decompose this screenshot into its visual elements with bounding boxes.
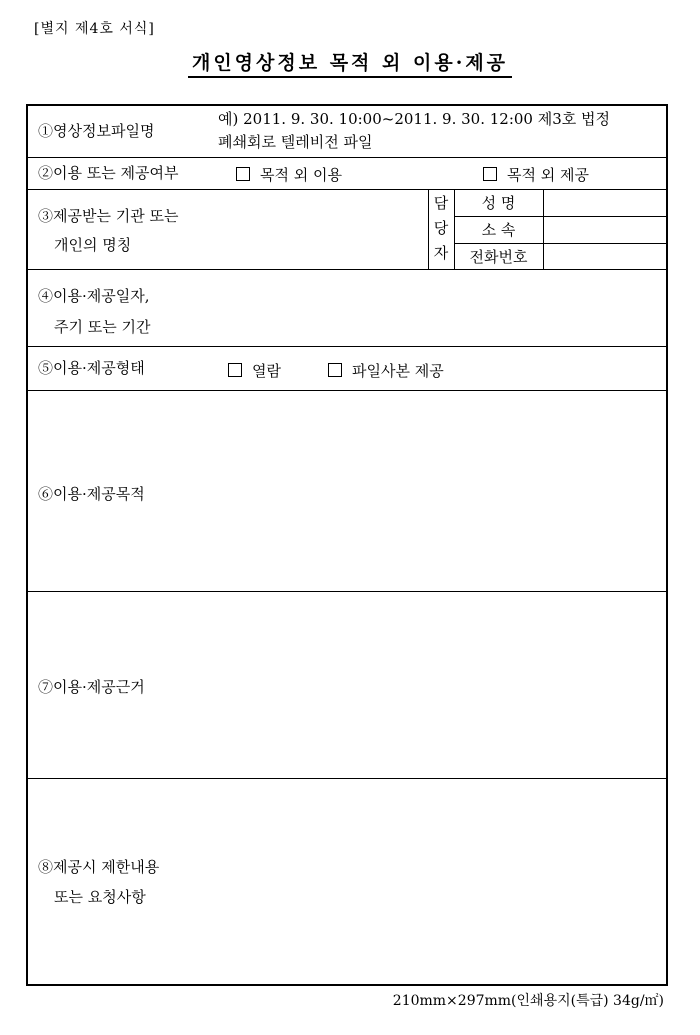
recipient-name-field[interactable] [218, 192, 424, 266]
contact-phone-field[interactable] [544, 244, 666, 268]
use-or-provide-label: ②이용 또는 제공여부 [38, 164, 179, 182]
restrictions-label: ⑧제공시 제한내용 또는 요청사항 [38, 858, 160, 906]
checkbox-icon[interactable] [328, 363, 342, 377]
file-name-value[interactable]: 예) 2011. 9. 30. 10:00~2011. 9. 30. 12:00 제3호 법정 폐쇄회로 텔레비전 파일 [218, 110, 610, 151]
contact-person-label: 담 당 자 [433, 194, 449, 262]
paper-spec-footer: 210mm×297mm(인쇄용지(특급) 34g/㎡) [392, 993, 664, 1009]
restrictions-field[interactable] [218, 782, 666, 982]
date-period-field[interactable] [218, 272, 666, 344]
option-view[interactable]: 열람 [228, 360, 281, 381]
contact-dept-label: 소 속 [481, 221, 516, 239]
contact-phone-label: 전화번호 [469, 248, 528, 266]
checkbox-icon[interactable] [483, 167, 497, 181]
contact-name-field[interactable] [544, 190, 666, 215]
option-provide-outside-purpose[interactable]: 목적 외 제공 [483, 164, 589, 185]
checkbox-icon[interactable] [236, 167, 250, 181]
recipient-label: ③제공받는 기관 또는 개인의 명칭 [38, 207, 179, 254]
option-file-copy[interactable]: 파일사본 제공 [328, 360, 444, 381]
purpose-label: ⑥이용·제공목적 [38, 485, 145, 503]
contact-name-label: 성 명 [481, 194, 516, 212]
purpose-field[interactable] [218, 394, 666, 588]
date-period-label: ④이용·제공일자, 주기 또는 기간 [38, 287, 151, 336]
page-title: 개인영상정보 목적 외 이용·제공 [0, 48, 700, 75]
legal-basis-field[interactable] [218, 595, 666, 775]
use-type-label: ⑤이용·제공형태 [38, 359, 145, 377]
form-number-tag: [별지 제4호 서식] [34, 21, 155, 37]
contact-dept-field[interactable] [544, 217, 666, 242]
form-table [26, 104, 668, 986]
checkbox-icon[interactable] [228, 363, 242, 377]
legal-basis-label: ⑦이용·제공근거 [38, 678, 145, 696]
option-use-outside-purpose[interactable]: 목적 외 이용 [236, 164, 342, 185]
file-name-label: ①영상정보파일명 [38, 122, 155, 140]
